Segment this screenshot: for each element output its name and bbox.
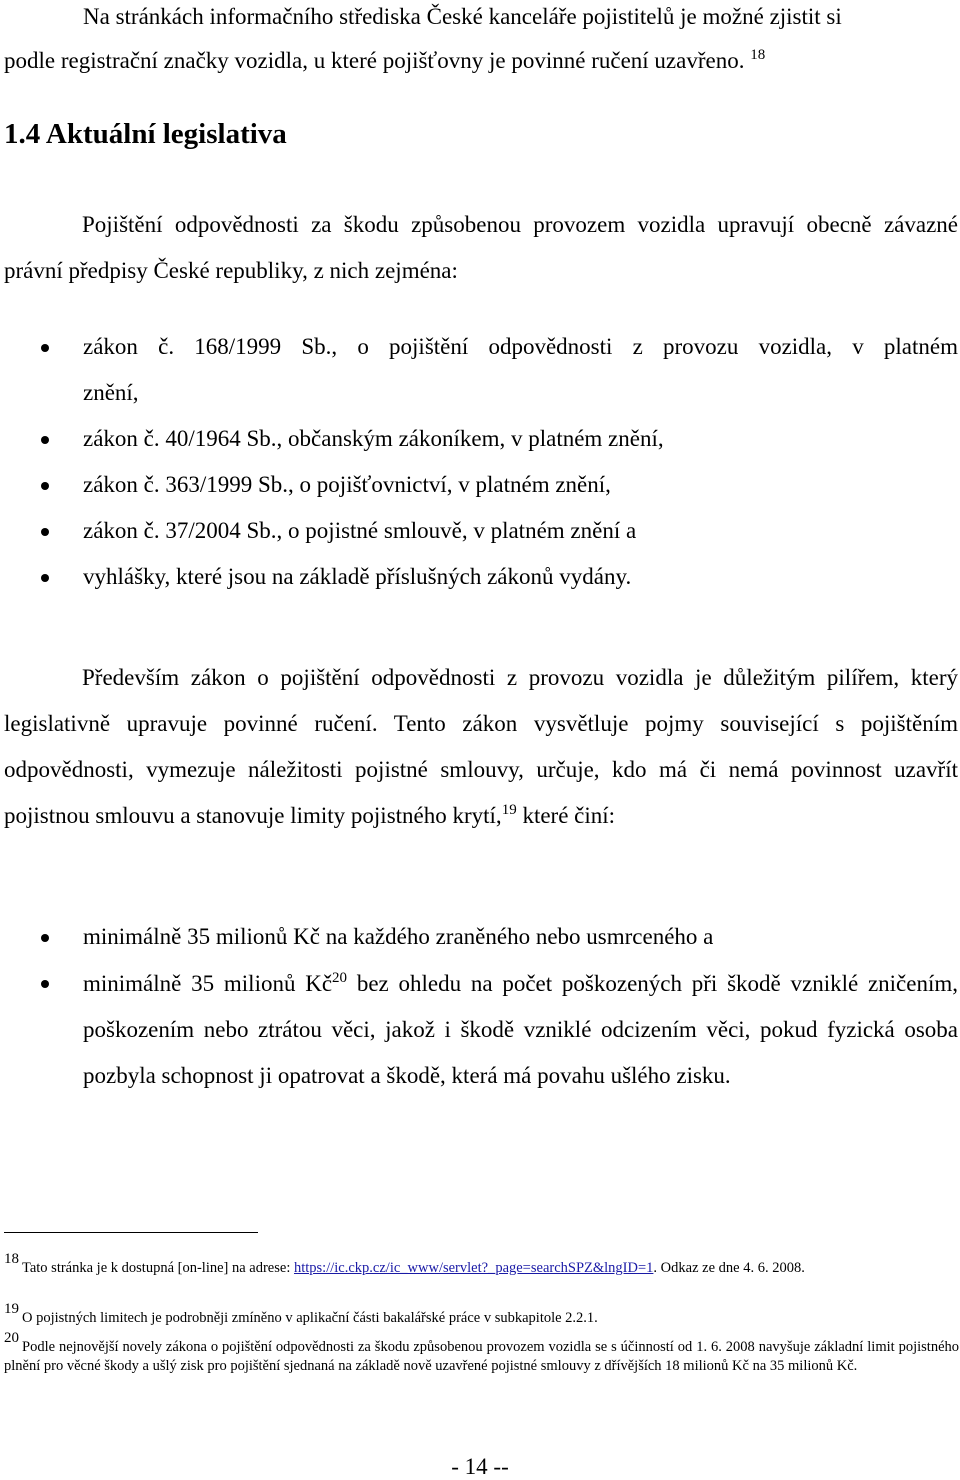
paragraph-main-law: Především zákon o pojištění odpovědnosti z provozu vozidla je důležitým pilířem, který legislativně upravuje povinné ručení. Tento zákon vysvětluje pojmy související s pojištěním odpovědnosti, vymezuje náležitosti pojistné smlouvy, určuje, kdo má či nemá povinnost uzavřít pojistnou smlouvu a stanovuje limity pojistného krytí,$^{19}$ které činí:: [4, 665, 958, 828]
limit-item-2: minimálně 35 milionů $Kč^{20}$ bez ohledu na počet poškozených při škodě vzniklé zničením, poškozením nebo ztrátou věci, jakož i škodě vzniklé odcizením věci, pokud fyzická osoba pozbyla schopnost ji opatrovat a škodě, která má povahu ušlého zisku.: [83, 970, 958, 1088]
footnote-19: 19O pojistných limitech je podrobněji zmíněno v aplikační části bakalářské práce v subkapitole 2.2.1.: [4, 1301, 598, 1326]
law-item-4: zákon č. 37/2004 Sb., o pojistné smlouvě, v platném znění a: [83, 518, 637, 543]
law-item-3: zákon č. 363/1999 Sb., o pojišťovnictví, v platném znění,: [83, 472, 611, 497]
paragraph-legislation-intro: Pojištění odpovědnosti za škodu způsobenou provozem vozidla upravují obecně závazné právní předpisy České republiky, z nich zejména:: [4, 212, 958, 283]
page-number: - 14 --: [451, 1454, 509, 1479]
bullet-icon: [41, 344, 49, 352]
section-heading: 1.4 Aktuální legislativa: [4, 118, 287, 150]
footnote-ref-18[interactable]: 18: [750, 47, 766, 63]
bullet-icon: [41, 980, 49, 988]
law-item-5: vyhlášky, které jsou na základě příslušných zákonů vydány.: [83, 564, 632, 589]
footnote-20: 20Podle nejnovější novely zákona o pojištění odpovědnosti za škodu způsobenou provozem vozidla se s účinností od 1. 6. 2008 navyšuje základní limit pojistného plnění pro věcné škody a ušlý zisk pro pojištění sjednaná na základě nově uzavřené pojistné smlouvy z dřívějších 18 milionů Kč na 35 milionů Kč.: [4, 1330, 959, 1374]
bullet-icon: [41, 934, 49, 942]
law-item-1: zákon č. 168/1999 Sb., o pojištění odpovědnosti z provozu vozidla, v platném: [83, 334, 958, 359]
footnote-separator: [4, 1232, 258, 1233]
intro-line-2: podle registrační značky vozidla, u které pojišťovny je povinné ručení uzavřeno. $^{18}$: [4, 47, 766, 73]
footnote-18: 18Tato stránka je k dostupná [on-line] na adrese: https://ic.ckp.cz/ic_www/servlet?_page=searchSPZ&lngID=1. Odkaz ze dne 4. 6. 2008.: [4, 1251, 805, 1276]
bullet-icon: [41, 436, 49, 444]
law-item-2: zákon č. 40/1964 Sb., občanským zákoníkem, v platném znění,: [83, 426, 664, 451]
footnote-ref-19[interactable]: 19: [501, 802, 517, 818]
footnote-ref-20[interactable]: 20: [332, 970, 348, 986]
bullet-icon: [41, 528, 49, 536]
bullet-icon: [41, 482, 49, 490]
footnote-link[interactable]: https://ic.ckp.cz/ic_www/servlet?_page=searchSPZ&lngID=1: [293, 1260, 654, 1276]
law-item-1-cont: znění,: [83, 380, 139, 405]
limit-item-1: minimálně 35 milionů Kč na každého zraněného nebo usmrceného a: [83, 924, 714, 949]
bullet-icon: [41, 574, 49, 582]
intro-line-1: Na stránkách informačního střediska České kanceláře pojistitelů je možné zjistit si: [83, 4, 842, 29]
